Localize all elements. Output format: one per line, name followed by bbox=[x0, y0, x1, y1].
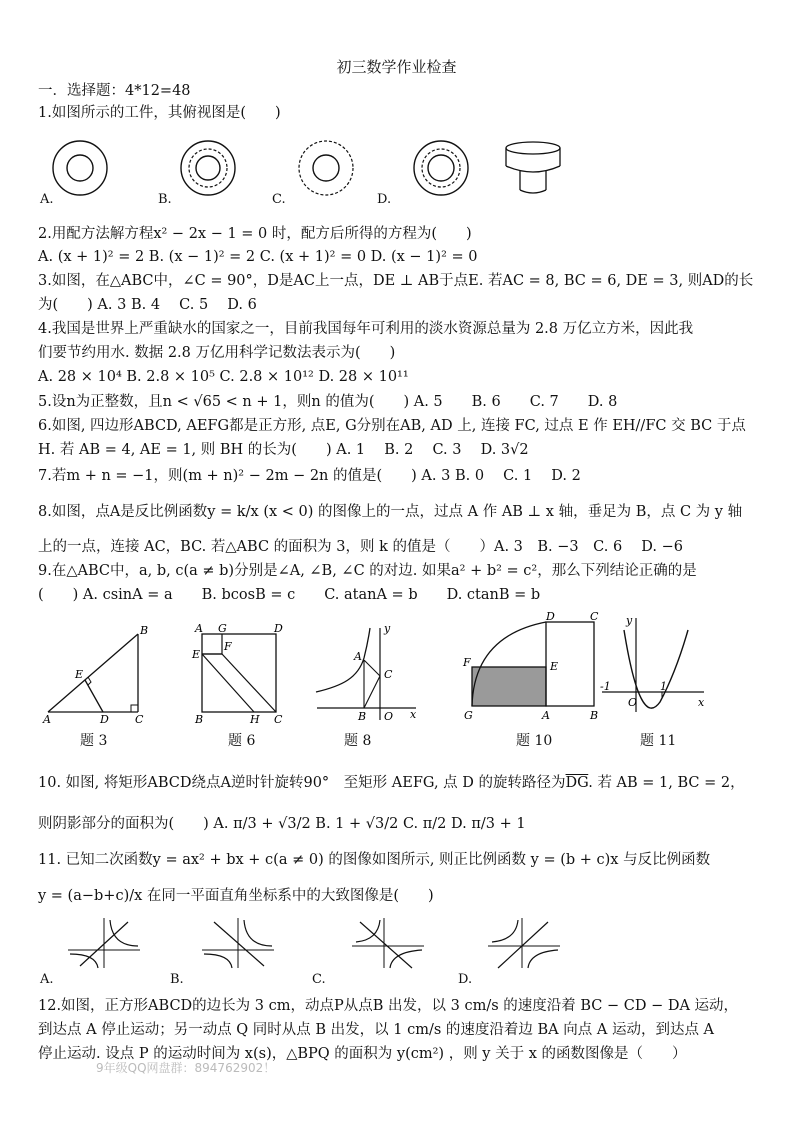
q10-stem-line2: 则阴影部分的面积为( ) A. π/3 + √3/2 B. 1 + √3/2 C. π/2 D. π/3 + 1 bbox=[38, 816, 526, 832]
q8-label-y: y bbox=[384, 622, 391, 635]
q3-stem-line2: 为( ) A. 3 B. 4 C. 5 D. 6 bbox=[38, 297, 257, 313]
q6-label-d: D bbox=[274, 622, 283, 635]
watermark: 9年级QQ网盘群：894762902！ bbox=[96, 1061, 276, 1075]
q10-arc-dg: $\overline{DG}$ bbox=[565, 775, 589, 791]
q5-stem: 5.设n为正整数，且n < √65 < n + 1，则n 的值为( ) A. 5 B. 6 C. 7 D. 8 bbox=[38, 394, 618, 410]
q10-label-g: G bbox=[464, 709, 473, 722]
q8-label-c: C bbox=[384, 668, 393, 681]
q11-option-d-label: D. bbox=[458, 972, 473, 987]
q11-option-d-figure bbox=[486, 916, 562, 970]
q11-option-c-label: C. bbox=[312, 972, 326, 987]
q8-label-b: B bbox=[358, 710, 367, 723]
q11-stem-line1: 11. 已知二次函数y = ax² + bx + c(a ≠ 0) 的图像如图所示, 则正比例函数 y = (b + c)x 与反比例函数 bbox=[38, 852, 711, 868]
caption-q8: 题 8 bbox=[344, 733, 372, 749]
q1-option-a-label: A. bbox=[40, 192, 54, 207]
q8-label-o: O bbox=[384, 710, 394, 723]
q11-label-x: x bbox=[698, 696, 705, 709]
q1-option-c-figure bbox=[288, 138, 368, 198]
q3-figure bbox=[38, 620, 158, 725]
q8-label-x: x bbox=[410, 708, 417, 721]
q4-stem-line1: 4.我国是世界上严重缺水的国家之一，目前我国每年可利用的淡水资源总量为 2.8 万亿立方米，因此我 bbox=[38, 321, 694, 337]
q9-stem-line2: ( ) A. csinA = a B. bcosB = c C. atanA = b D. ctanB = b bbox=[38, 587, 541, 603]
q10-stem-text: 10. 如图, 将矩形ABCD绕点A逆时针旋转90° 至矩形 AEFG, 点 D 的旋转路径为 bbox=[38, 775, 566, 791]
q11-option-a-figure bbox=[66, 916, 142, 970]
q6-figure bbox=[190, 620, 290, 725]
q11-label-o: O bbox=[628, 696, 638, 709]
q10-label-e: E bbox=[550, 660, 559, 673]
q12-stem-line1: 12.如图，正方形ABCD的边长为 3 cm，动点P从点B 出发，以 3 cm/s 的速度沿着 BC − CD − DA 运动， bbox=[38, 998, 739, 1014]
q1-option-b-label: B. bbox=[158, 192, 172, 207]
q6-stem-line1: 6.如图, 四边形ABCD, AEFG都是正方形, 点E, G分别在AB, AD 上, 连接 FC, 过点 E 作 EH//FC 交 BC 于点 bbox=[38, 418, 746, 434]
q6-label-c: C bbox=[274, 713, 283, 725]
q1-option-c-label: C. bbox=[272, 192, 286, 207]
q11-stem-line2: y = (a−b+c)/x 在同一平面直角坐标系中的大致图像是( ) bbox=[38, 888, 434, 904]
q12-stem-line2: 到达点 A 停止运动；另一动点 Q 同时从点 B 出发，以 1 cm/s 的速度沿着边 BA 向点 A 运动，到达点 A bbox=[38, 1022, 715, 1038]
q6-label-b: B bbox=[195, 713, 204, 725]
caption-q6: 题 6 bbox=[228, 733, 256, 749]
q10-label-c: C bbox=[590, 612, 599, 623]
q11-label-neg1: -1 bbox=[600, 680, 611, 693]
section-heading: 一．选择题：4*12=48 bbox=[38, 83, 191, 99]
q6-label-f: F bbox=[224, 640, 232, 653]
q8-label-a: A bbox=[354, 650, 362, 663]
q1-stem: 1.如图所示的工件，其俯视图是( ) bbox=[38, 105, 281, 121]
q10-stem-line1 bbox=[38, 773, 745, 793]
q6-stem-line2: H. 若 AB = 4, AE = 1, 则 BH 的长为( ) A. 1 B. 2 C. 3 D. 3√2 bbox=[38, 442, 529, 458]
q8-stem-line1: 8.如图，点A是反比例函数y = k/x (x < 0) 的图像上的一点，过点 A 作 AB ⊥ x 轴，垂足为 B，点 C 为 y 轴 bbox=[38, 504, 743, 520]
q8-figure bbox=[312, 620, 422, 725]
q11-option-b-label: B. bbox=[170, 972, 184, 987]
q3-label-c: C bbox=[135, 713, 144, 725]
q1-workpiece-figure bbox=[500, 138, 570, 200]
q10-figure bbox=[458, 612, 606, 725]
q10-stem-given: . 若 AB = 1, BC = 2， bbox=[588, 775, 745, 791]
q12-stem-line3: 停止运动. 设点 P 的运动时间为 x(s)，△BPQ 的面积为 y(cm²) ，则 y 关于 x 的函数图像是（ ） bbox=[38, 1046, 687, 1062]
caption-q3: 题 3 bbox=[80, 733, 108, 749]
q6-label-e: E bbox=[192, 648, 201, 661]
q10-label-a: A bbox=[542, 709, 550, 722]
q6-label-g: G bbox=[218, 622, 227, 635]
q3-label-d: D bbox=[100, 713, 109, 725]
q7-stem: 7.若m + n = −1，则(m + n)² − 2m − 2n 的值是( ) A. 3 B. 0 C. 1 D. 2 bbox=[38, 468, 581, 484]
q11-label-y: y bbox=[626, 614, 633, 627]
q1-option-d-label: D. bbox=[377, 192, 392, 207]
q2-stem: 2.用配方法解方程x² − 2x − 1 = 0 时，配方后所得的方程为( ) bbox=[38, 226, 472, 242]
q1-option-b-figure bbox=[170, 138, 250, 198]
q3-label-e: E bbox=[75, 668, 84, 681]
q8-stem-line2: 上的一点，连接 AC，BC. 若△ABC 的面积为 3，则 k 的值是（ ）A. 3 B. −3 C. 6 D. −6 bbox=[38, 539, 683, 555]
q11-label-1: 1 bbox=[660, 680, 667, 693]
q10-label-b: B bbox=[590, 709, 599, 722]
q11-option-c-figure bbox=[350, 916, 426, 970]
q6-label-h: H bbox=[250, 713, 260, 725]
q11-option-a-label: A. bbox=[40, 972, 54, 987]
q11-option-b-figure bbox=[200, 916, 276, 970]
q2-options: A. (x + 1)² = 2 B. (x − 1)² = 2 C. (x + 1)² = 0 D. (x − 1)² = 0 bbox=[38, 249, 478, 265]
page-title: 初三数学作业检查 bbox=[336, 58, 457, 76]
q10-label-f: F bbox=[463, 656, 471, 669]
caption-q11: 题 11 bbox=[640, 733, 677, 749]
q9-stem-line1: 9.在△ABC中，a, b, c(a ≠ b)分别是∠A, ∠B, ∠C 的对边. 如果a² + b² = c²，那么下列结论正确的是 bbox=[38, 563, 697, 579]
q11-figure bbox=[600, 612, 710, 717]
q4-stem-line2: 们要节约用水. 数据 2.8 万亿用科学记数法表示为( ) bbox=[38, 345, 396, 361]
caption-q10: 题 10 bbox=[516, 733, 553, 749]
q3-label-b: B bbox=[140, 624, 149, 637]
q4-options: A. 28 × 10⁴ B. 2.8 × 10⁵ C. 2.8 × 10¹² D. 28 × 10¹¹ bbox=[38, 369, 409, 385]
q3-label-a: A bbox=[43, 713, 51, 725]
q6-label-a: A bbox=[195, 622, 203, 635]
q3-stem-line1: 3.如图，在△ABC中，∠C = 90°，D是AC上一点，DE ⊥ AB于点E. 若AC = 8, BC = 6, DE = 3, 则AD的长 bbox=[38, 273, 754, 289]
q1-option-d-figure bbox=[403, 138, 483, 198]
q1-option-a-figure bbox=[42, 138, 122, 198]
q10-label-d: D bbox=[546, 612, 555, 623]
